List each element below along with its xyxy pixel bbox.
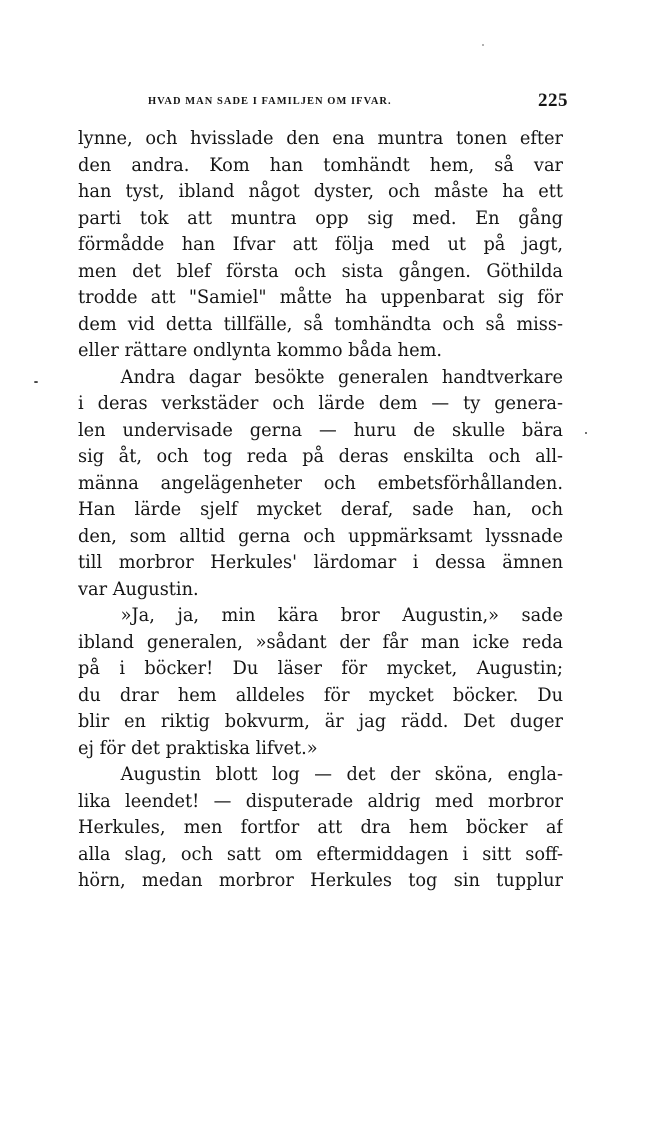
text-line: blir en riktig bokvurm, är jag rädd. Det duger	[78, 711, 563, 732]
text-line: lika leendet! — disputerade aldrig med morbror	[78, 790, 563, 812]
text-line: den, som alltid gerna och uppmärksamt lyssnade	[78, 525, 563, 547]
text-line: den andra. Kom han tomhändt hem, så var	[78, 154, 563, 176]
text-line: trodde att "Samiel" måtte ha uppenbarat sig för	[78, 287, 563, 308]
text-line: men det blef första och sista gången. Göthilda	[78, 260, 563, 282]
text-line: männa angelägenheter och embetsförhållanden.	[78, 472, 563, 494]
text-line: hörn, medan morbror Herkules tog sin tupplur	[78, 870, 563, 891]
text-line: dem vid detta tillfälle, så tomhändta och så miss-	[78, 313, 563, 335]
text-line: i deras verkstäder och lärde dem — ty genera-	[78, 393, 563, 414]
text-line: han tyst, ibland något dyster, och måste ha ett	[78, 181, 563, 202]
print-speck	[34, 381, 38, 383]
text-line: Herkules, men fortfor att dra hem böcker af	[78, 817, 563, 838]
text-line: »Ja, ja, min kära bror Augustin,» sade	[120, 605, 563, 626]
text-line: Augustin blott log — det der sköna, engla-	[120, 764, 563, 785]
text-line: på i böcker! Du läser för mycket, Augustin;	[78, 658, 563, 679]
text-line: Andra dagar besökte generalen handtverkare	[120, 366, 563, 388]
print-speck	[585, 432, 587, 434]
text-line: alla slag, och satt om eftermiddagen i sitt soff-	[78, 843, 563, 865]
text-line: förmådde han Ifvar att följa med ut på jagt,	[78, 234, 563, 255]
running-head	[148, 90, 568, 114]
text-line: du drar hem alldeles för mycket böcker. Du	[78, 684, 563, 706]
text-line: parti tok att muntra opp sig med. En gång	[78, 207, 563, 229]
text-line: lynne, och hvisslade den ena muntra tonen efter	[78, 128, 563, 149]
text-line: var Augustin.	[78, 578, 199, 600]
body-text	[78, 126, 564, 895]
text-line: ibland generalen, »sådant der får man icke reda	[78, 631, 563, 653]
text-line: sig åt, och tog reda på deras enskilta och all-	[78, 446, 563, 467]
text-line: len undervisade gerna — huru de skulle bära	[78, 419, 563, 441]
text-line: ej för det praktiska lifvet.»	[78, 737, 318, 759]
text-line: eller rättare ondlynta kommo båda hem.	[78, 340, 443, 361]
running-title: HVAD MAN SADE I FAMILJEN OM IFVAR.	[148, 95, 392, 107]
text-line: till morbror Herkules' lärdomar i dessa ämnen	[78, 552, 563, 573]
text-line: Han lärde sjelf mycket deraf, sade han, och	[78, 499, 563, 520]
page-number: 225	[538, 90, 568, 111]
print-speck	[482, 44, 484, 46]
